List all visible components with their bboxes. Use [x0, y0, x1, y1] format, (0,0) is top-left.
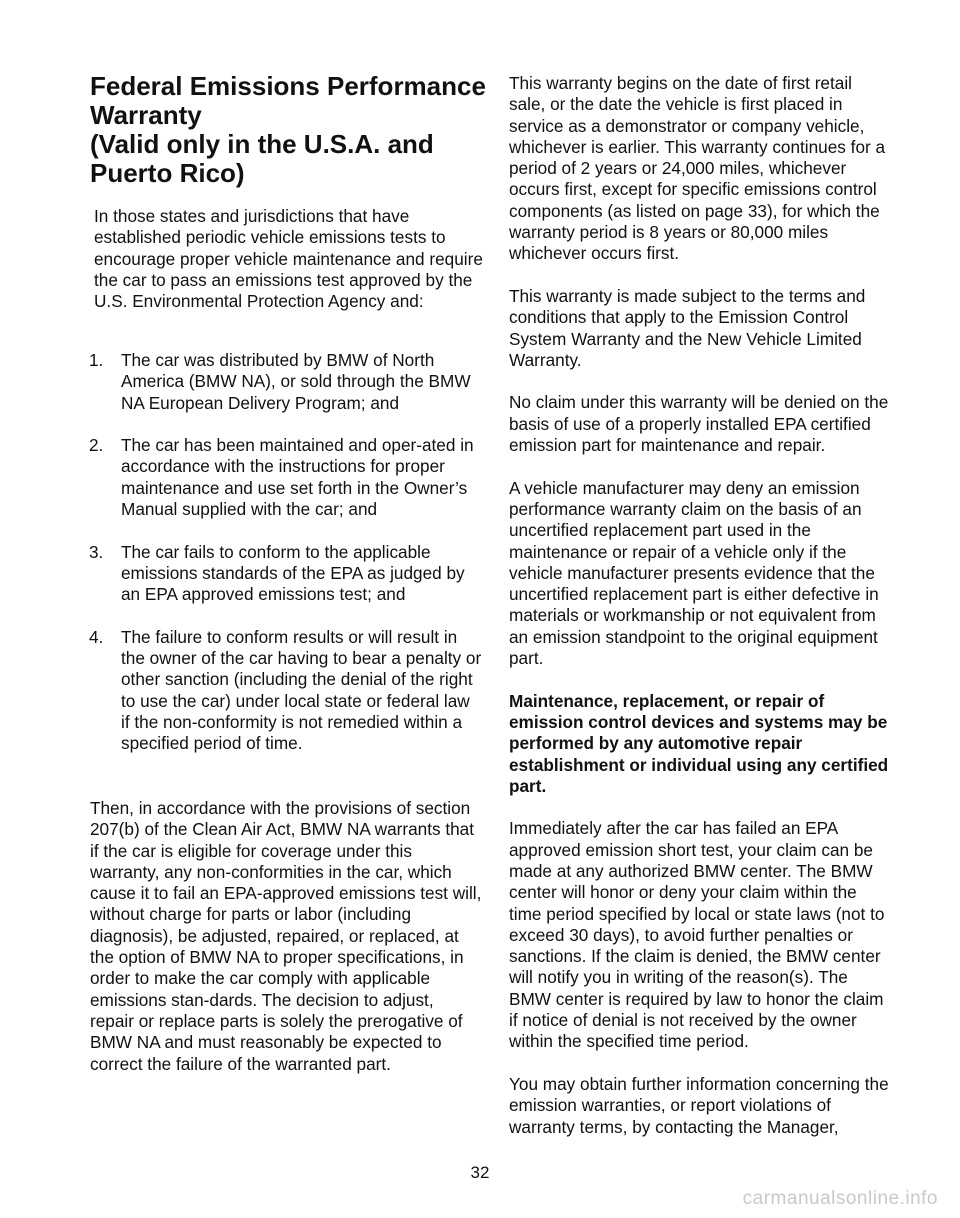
conclusion-paragraph: Then, in accordance with the provisions of section 207(b) of the Clean Air Act, BMW NA warrants that if the car is eligible for coverage under this warranty, any non-conformities in the car, which cause it to fail an EPA-approved emissions test will, without charge for parts or labor (including diagnosis), be adjusted, repaired, or replaced, at the option of BMW NA to proper specifications, in order to make the car comply with applicable emissions stan-dards. The decision to adjust, repair or replace parts is solely the prerogative of BMW NA and must reasonably be expected to correct the failure of the warranted part.: [90, 798, 482, 1074]
conditions-list: [89, 350, 483, 776]
intro-paragraph: In those states and jurisdictions that have established periodic vehicle emissions tests to encourage proper vehicle maintenance and require the car to pass an emissions test approved by the U.S. Environmental Protection Agency and:: [94, 206, 483, 312]
list-item: [89, 542, 483, 606]
further-info-paragraph: You may obtain further information concerning the emission warranties, or report violations of warranty terms, by contacting the Manager,: [509, 1073, 889, 1137]
maintenance-bold-paragraph: Maintenance, replacement, or repair of emission control devices and systems may be performed by any automotive repair establishment or individual using any certified part.: [509, 690, 889, 796]
page-title-line: Puerto Rico): [90, 158, 245, 188]
page-title-line: Warranty: [90, 100, 202, 130]
page-title: [90, 72, 490, 188]
list-item-text: The car was distributed by BMW of North America (BMW NA), or sold through the BMW NA European Delivery Program; and: [121, 350, 471, 413]
list-item-number: 2.: [89, 435, 104, 456]
terms-paragraph: This warranty is made subject to the terms and conditions that apply to the Emission Control System Warranty and the New Vehicle Limited Warranty.: [509, 285, 866, 370]
list-item-number: 4.: [89, 626, 104, 647]
list-item: [89, 350, 483, 414]
page-title-line: Federal Emissions Performance: [90, 71, 486, 101]
list-item: [89, 435, 483, 520]
list-item: [89, 627, 483, 755]
list-item-text: The car has been maintained and oper-ated in accordance with the instructions for proper maintenance and use set forth in the Owner’s Manual supplied with the car; and: [121, 435, 474, 520]
page-number: 32: [470, 1163, 490, 1182]
list-item-number: 3.: [89, 541, 104, 562]
denial-paragraph: A vehicle manufacturer may deny an emission performance warranty claim on the basis of an uncertified replacement part used in the maintenance or repair of a vehicle only if the vehicle manufacturer presents evidence that the uncertified replacement part is either defective in materials or workmanship or not equivalent from an emission standpoint to the original equipment part.: [509, 477, 879, 669]
warranty-period-paragraph: This warranty begins on the date of first retail sale, or the date the vehicle is first placed in service as a demonstrator or company vehicle, whichever is earlier. This warranty continues for a period of 2 years or 24,000 miles, whichever occurs first, except for specific emissions control components (as listed on page 33), for which the warranty period is 8 years or 80,000 miles whichever occurs first.: [509, 73, 886, 264]
page-title-line: (Valid only in the U.S.A. and: [90, 129, 434, 159]
list-item-text: The failure to conform results or will result in the owner of the car having to bear a penalty or other sanction (including the denial of the right to use the car) under local state or federal law if the non-conformity is not remedied within a specified period of time.: [121, 626, 482, 754]
right-column: [509, 73, 889, 1159]
claim-procedure-paragraph: Immediately after the car has failed an EPA approved emission short test, your claim can be made at any authorized BMW center. The BMW center will honor or deny your claim within the time period specified by local or state laws (not to exceed 30 days), to avoid further penalties or sanctions. If the claim is denied, the BMW center will notify you in writing of the reason(s). The BMW center is required by law to honor the claim if notice of denial is not received by the owner within the specified time period.: [509, 818, 885, 1052]
list-item-number: 1.: [89, 350, 104, 370]
watermark: carmanualsonline.info: [742, 1188, 938, 1209]
list-item-text: The car fails to conform to the applicable emissions standards of the EPA as judged by an EPA approved emissions test; and: [121, 541, 465, 605]
claim-paragraph: No claim under this warranty will be denied on the basis of use of a properly installed EPA certified emission part for maintenance and repair.: [509, 392, 889, 456]
